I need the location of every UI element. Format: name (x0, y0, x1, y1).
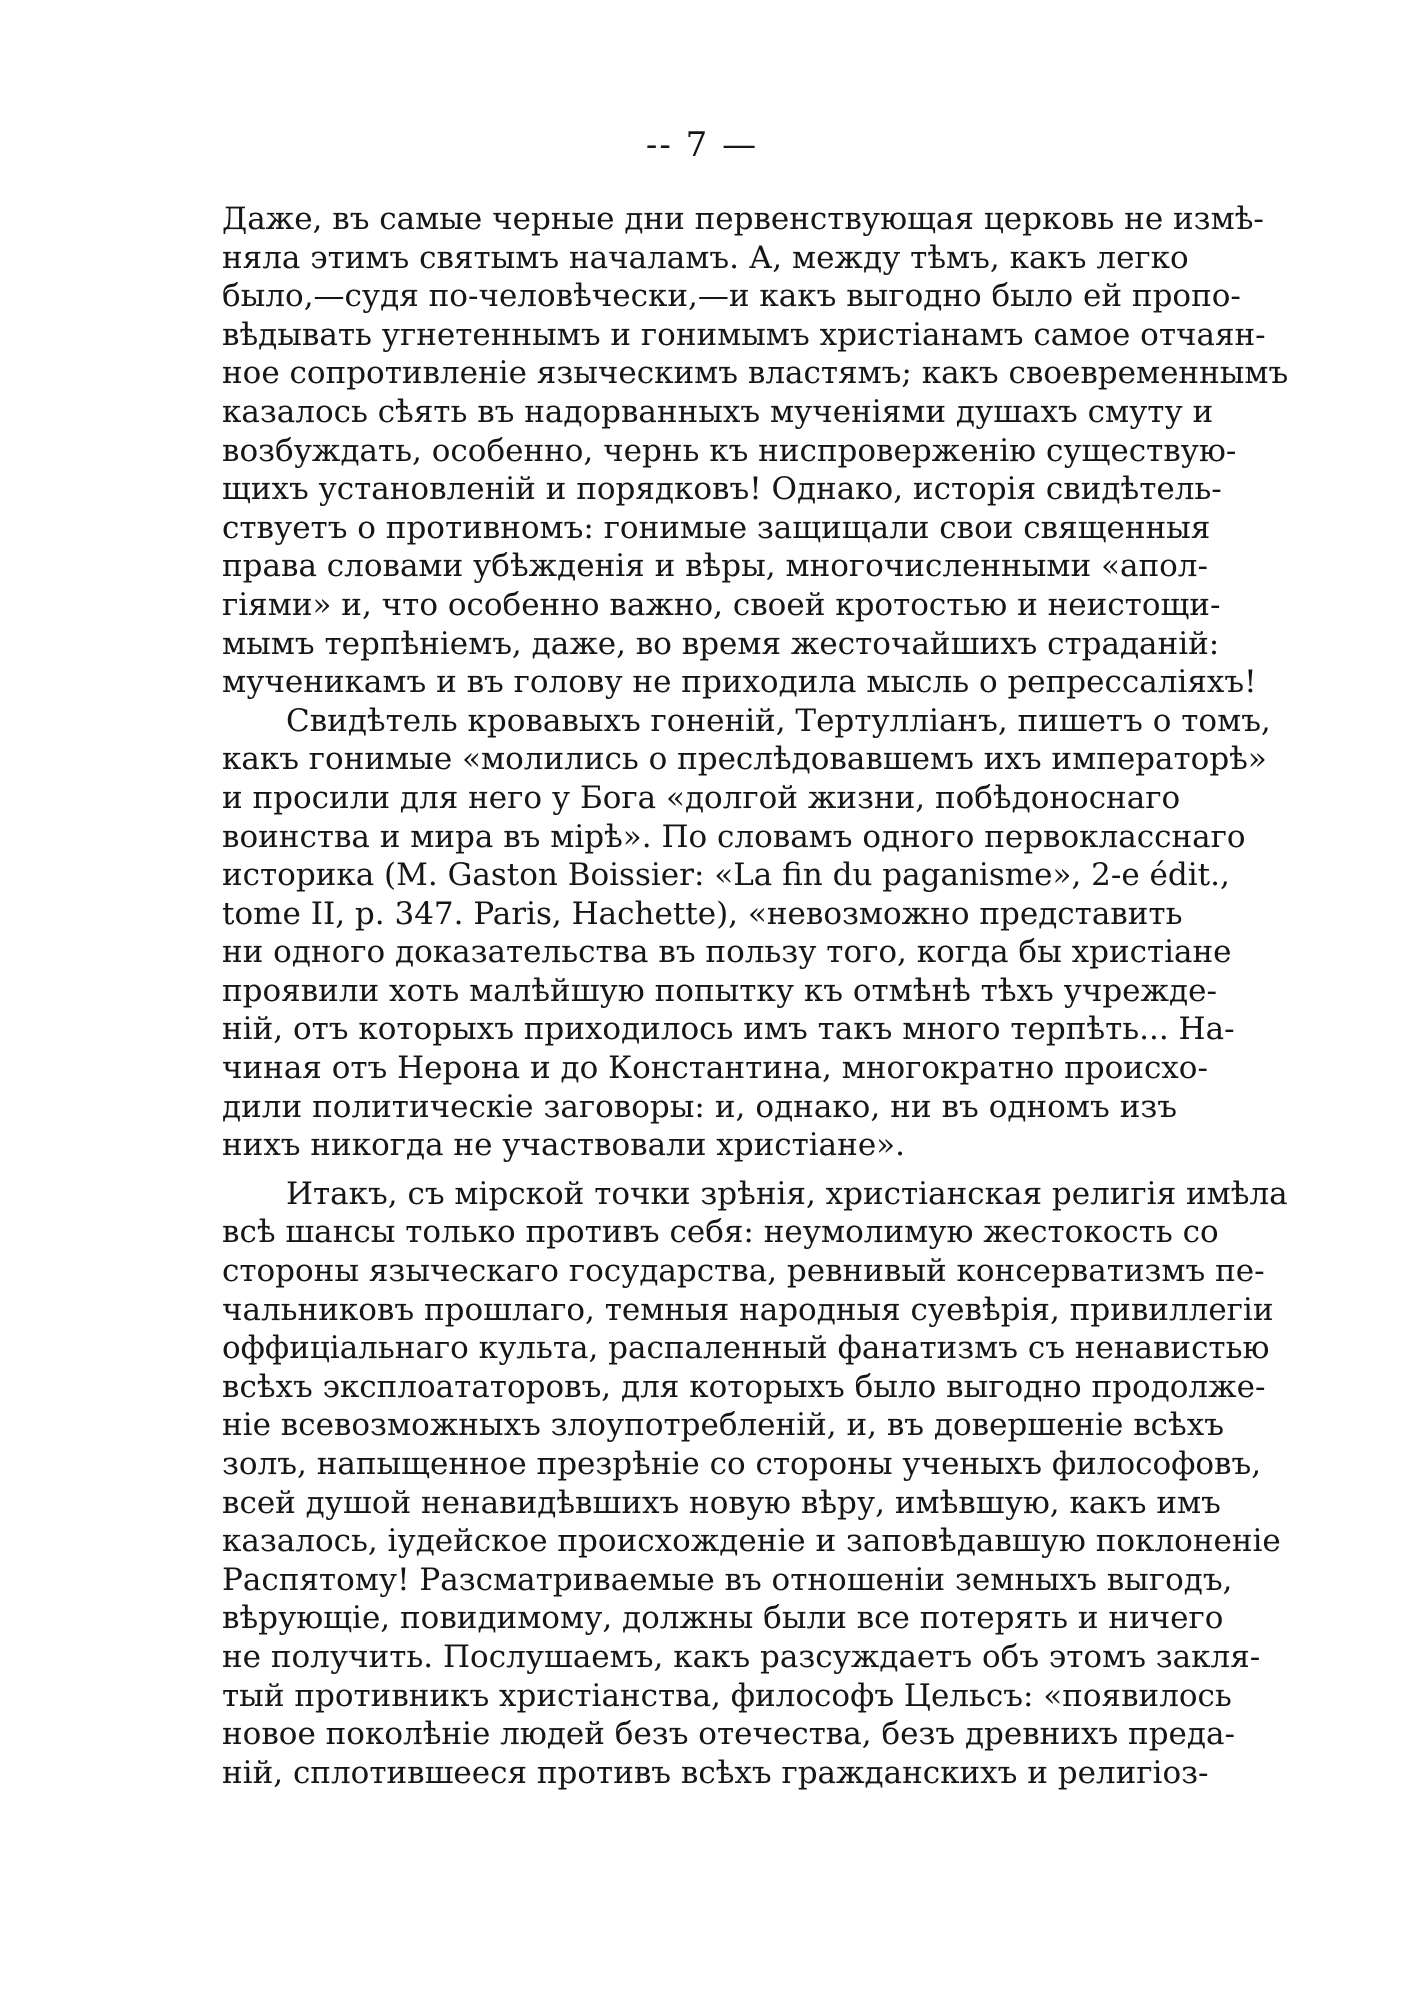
body-text (222, 200, 1289, 1792)
paragraph-2 (222, 702, 1271, 1165)
text-line: чиная отъ Нерона и до Константина, многократно происхо- (222, 1050, 1208, 1087)
text-line: оффиціальнаго культа, распаленный фанатизмъ съ ненавистью (222, 1330, 1270, 1367)
text-line: мученикамъ и въ голову не приходила мысль о репрессаліяхъ! (222, 664, 1257, 701)
paragraph-gap (222, 1165, 1177, 1175)
text-line: вѣдывать угнетеннымъ и гонимымъ христіанамъ самое отчаян- (222, 316, 1266, 353)
text-line: проявили хоть малѣйшую попытку къ отмѣнѣ тѣхъ учрежде- (222, 972, 1217, 1009)
text-line: воинства и мира въ мірѣ». По словамъ одного первокласснаго (222, 818, 1246, 855)
text-line: казалось сѣять въ надорванныхъ мученіями душахъ смуту и (222, 393, 1214, 430)
text-line: и просили для него у Бога «долгой жизни, побѣдоноснаго (222, 779, 1181, 816)
text-line: новое поколѣніе людей безъ отечества, безъ древнихъ преда- (222, 1716, 1235, 1753)
text-line: ній, сплотившееся противъ всѣхъ гражданскихъ и религіоз- (222, 1754, 1209, 1791)
text-line: чальниковъ прошлаго, темныя народныя суевѣрія, привиллегіи (222, 1291, 1274, 1328)
text-line: нихъ никогда не участвовали христіане». (222, 1127, 905, 1164)
text-line: всей душой ненавидѣвшихъ новую вѣру, имѣвшую, какъ имъ (222, 1484, 1221, 1521)
text-line: дили политическіе заговоры: и, однако, ни въ одномъ изъ (222, 1088, 1177, 1125)
text-line: стороны языческаго государства, ревнивый консерватизмъ пе- (222, 1253, 1265, 1290)
text-line: Даже, въ самые черные дни первенствующая церковь не измѣ- (222, 201, 1264, 237)
text-line: казалось, іудейское происхожденіе и заповѣдавшую поклоненіе (222, 1523, 1281, 1560)
text-line: ни одного доказательства въ пользу того, когда бы христіане (222, 934, 1232, 971)
text-line: вѣрующіе, повидимому, должны были все потерять и ничего (222, 1600, 1224, 1637)
paragraph-1 (222, 200, 1289, 702)
paragraph-3 (222, 1175, 1288, 1793)
text-line: всѣхъ эксплоататоровъ, для которыхъ было выгодно продолже- (222, 1368, 1266, 1405)
text-line: tome II, p. 347. Paris, Hachette), «невозможно представить (222, 895, 1183, 932)
text-line: ніе всевозможныхъ злоупотребленій, и, въ довершеніе всѣхъ (222, 1407, 1224, 1444)
text-line: золъ, напыщенное презрѣніе со стороны ученыхъ философовъ, (222, 1446, 1262, 1482)
text-line: Распятому! Разсматриваемые въ отношеніи земныхъ выгодъ, (222, 1561, 1233, 1598)
text-line: историка (M. Gaston Boissier: «La fin du paganisme», 2-e édit., (222, 857, 1230, 894)
page-number: -- 7 — (645, 125, 759, 165)
text-line: не получить. Послушаемъ, какъ разсуждаетъ объ этомъ закля- (222, 1638, 1261, 1675)
text-line: было,—судя по-человѣчески,—и какъ выгодно было ей пропо- (222, 278, 1241, 315)
text-line: ній, отъ которыхъ приходилось имъ такъ много терпѣть... На- (222, 1011, 1235, 1048)
text-line: ствуетъ о противномъ: гонимые защищали свои священныя (222, 509, 1211, 546)
text-line: мымъ терпѣніемъ, даже, во время жесточайшихъ страданій: (222, 625, 1220, 662)
text-line: возбуждать, особенно, чернь къ ниспроверженію существую- (222, 432, 1237, 469)
text-line: ное сопротивленіе языческимъ властямъ; какъ своевременнымъ (222, 355, 1289, 392)
text-line: Итакъ, съ мірской точки зрѣнія, христіанская религія имѣла (286, 1175, 1288, 1212)
text-line: Свидѣтель кровавыхъ гоненій, Тертулліанъ, пишетъ о томъ, (286, 702, 1271, 739)
text-line: гіями» и, что особенно важно, своей кротостью и неистощи- (222, 586, 1221, 623)
text-line: няла этимъ святымъ началамъ. А, между тѣмъ, какъ легко (222, 239, 1189, 276)
text-line: какъ гонимые «молились о преслѣдовавшемъ ихъ императорѣ» (222, 741, 1267, 778)
text-line: всѣ шансы только противъ себя: неумолимую жестокость со (222, 1214, 1219, 1251)
text-line: тый противникъ христіанства, философъ Цельсъ: «появилось (222, 1677, 1232, 1714)
text-line: права словами убѣжденія и вѣры, многочисленными «апол- (222, 548, 1208, 585)
text-line: щихъ установленій и порядковъ! Однако, исторія свидѣтель- (222, 471, 1222, 508)
